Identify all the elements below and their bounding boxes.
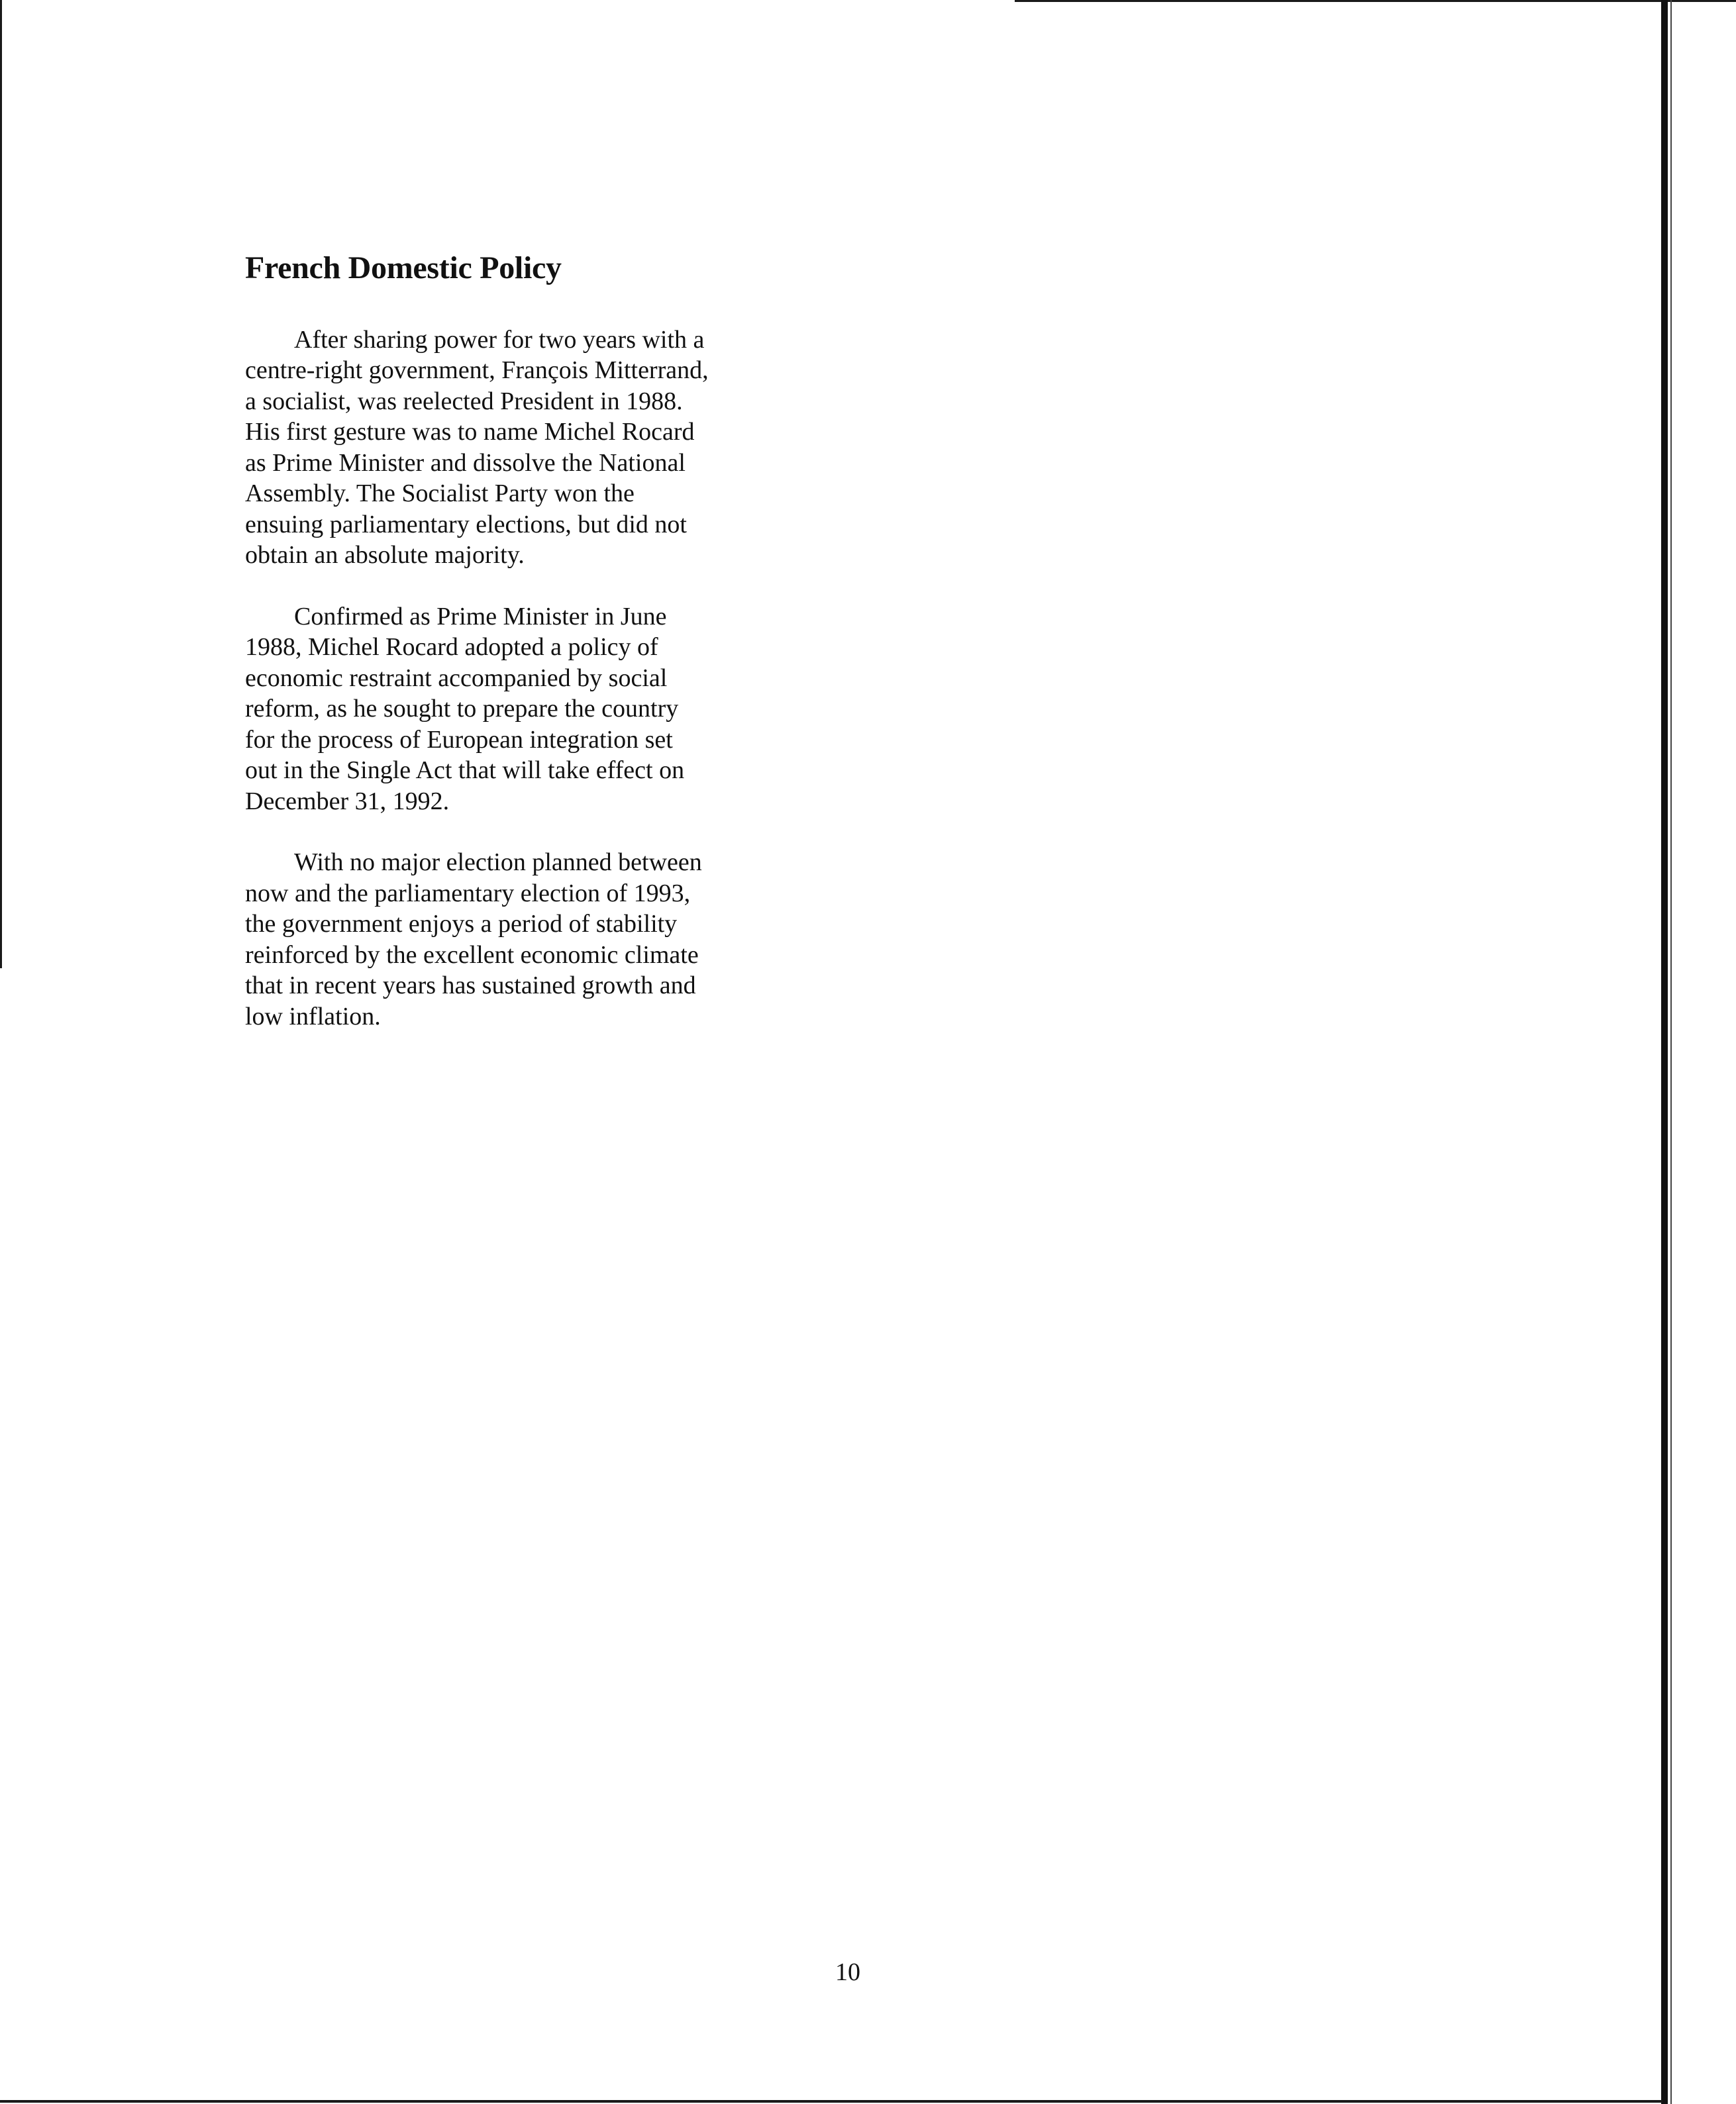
paragraph-1: After sharing power for two years with a centre-right government, François Mitterrand, a socialist, was reelected President in 1988. His first gesture was to name Michel Rocard as Prime Minister and dissolve the National Assembly. The Socialist Party won the ensuing parliamentary elections, but did not obtain an absolute majority. [245, 325, 709, 570]
scan-edge-right-inner [1670, 0, 1672, 2104]
scan-edge-right [1661, 0, 1668, 2104]
paragraph-2: Confirmed as Prime Minister in June 1988, Michel Rocard adopted a policy of economic restraint accompanied by social reform, as he sought to prepare the country for the process of European integration set out in the Single Act that will take effect on December 31, 1992. [245, 602, 685, 815]
page-number: 10 [835, 1958, 860, 1986]
paragraph-3: With no major election planned between now and the parliamentary election of 1993, the government enjoys a period of stability reinforced by the excellent economic climate that in recent years has sustained growth and low inflation. [245, 848, 702, 1030]
scan-edge-top [1015, 0, 1736, 2]
scan-edge-left [0, 0, 2, 968]
article-body [245, 249, 795, 1062]
section-heading: French Domestic Policy [245, 250, 562, 285]
scan-edge-bottom [0, 2100, 1662, 2103]
